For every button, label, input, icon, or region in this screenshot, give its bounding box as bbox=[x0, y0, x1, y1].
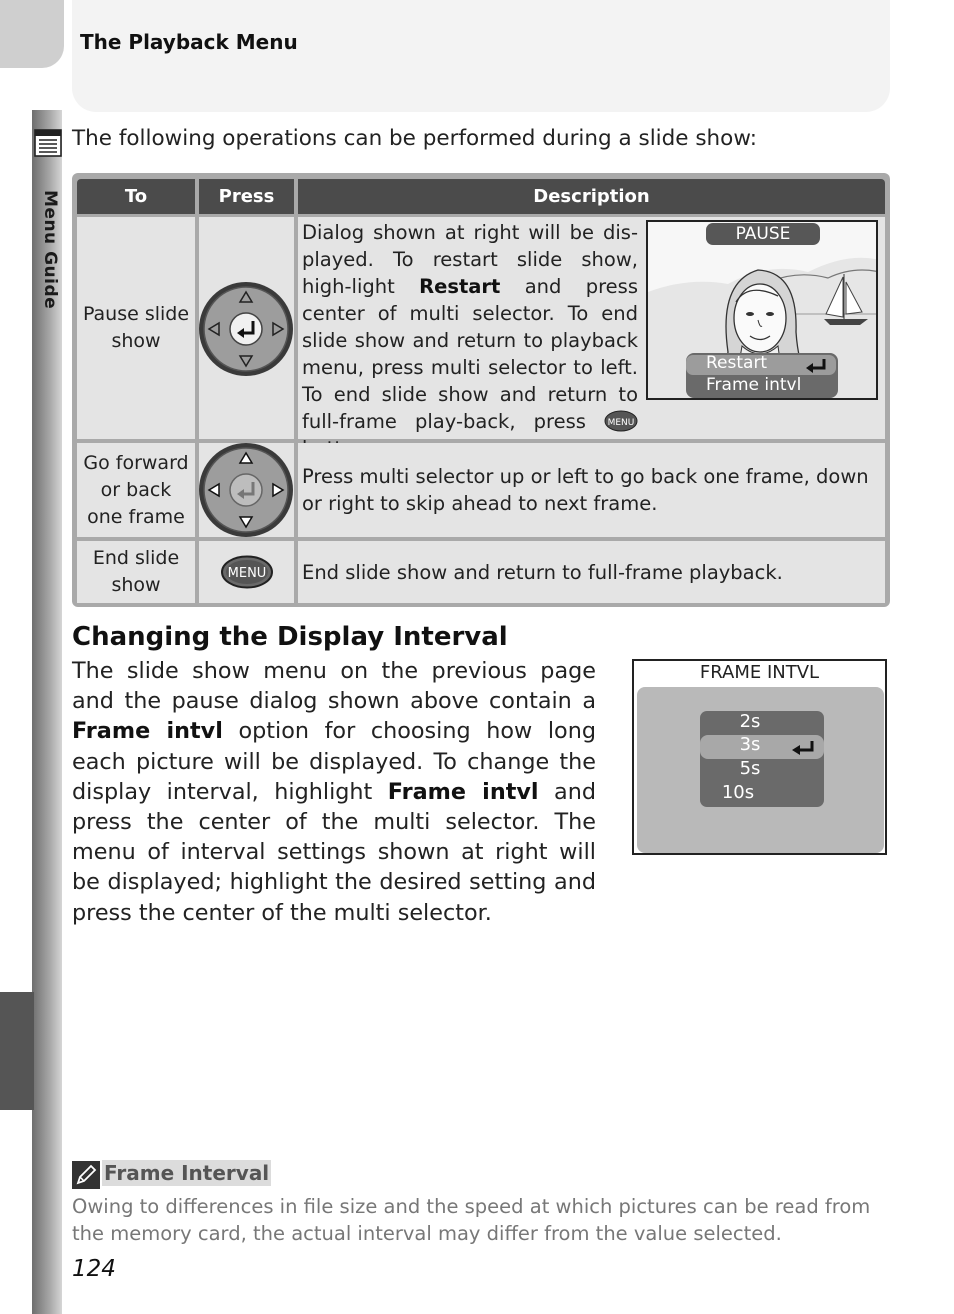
page-number: 124 bbox=[72, 1256, 116, 1282]
svg-text:MENU: MENU bbox=[607, 418, 635, 428]
row1-press bbox=[199, 217, 294, 439]
note-title: Frame Interval bbox=[104, 1161, 270, 1185]
option-5s[interactable]: 5s bbox=[739, 758, 761, 779]
pause-menu-frame-intvl[interactable]: Frame intvl bbox=[706, 375, 802, 395]
frame-intvl-keyword-2: Frame intvl bbox=[387, 778, 539, 805]
body-part2: option for choosing how long each picture will be displayed. To change the display interval, highlight bbox=[72, 718, 596, 805]
page-header-title: The Playback Menu bbox=[80, 30, 298, 54]
menu-button-icon bbox=[604, 410, 638, 432]
frame-intvl-title: FRAME INTVL bbox=[699, 662, 820, 683]
header-press: Press bbox=[199, 179, 294, 214]
frame-intvl-list bbox=[700, 711, 824, 807]
enter-icon bbox=[804, 357, 830, 373]
frame-intvl-keyword-1: Frame intvl bbox=[72, 718, 223, 745]
row2-description bbox=[298, 443, 885, 537]
row3-description bbox=[298, 541, 885, 603]
section-body bbox=[72, 656, 596, 928]
row2-to: Go forward or back one frame bbox=[77, 443, 195, 537]
option-2s[interactable]: 2s bbox=[739, 711, 761, 732]
pause-dialog-screen bbox=[646, 220, 878, 400]
multi-selector-arrows-icon bbox=[199, 443, 294, 537]
row2-desc-text: Press multi selector up or left to go back one frame, down or right to skip ahead to next frame. bbox=[302, 465, 869, 515]
row1-to: Pause slide show bbox=[77, 217, 195, 439]
side-dark-block bbox=[0, 992, 34, 1110]
frame-intvl-panel bbox=[637, 687, 884, 853]
option-3s[interactable]: 3s bbox=[739, 734, 761, 755]
side-section-label: Menu Guide bbox=[40, 190, 60, 310]
header-box bbox=[72, 0, 890, 112]
section-title: Changing the Display Interval bbox=[72, 622, 508, 652]
multi-selector-center-icon bbox=[199, 279, 294, 379]
side-top-tab bbox=[0, 0, 64, 68]
row3-to: End slide show bbox=[77, 541, 195, 603]
menu-guide-icon bbox=[33, 128, 63, 158]
enter-icon bbox=[790, 739, 818, 755]
pause-badge: PAUSE bbox=[706, 223, 820, 245]
note-text: Owing to differences in file size and the speed at which pictures can be read from the memory card, the actual interval may differ from the value selected. bbox=[72, 1195, 871, 1245]
restart-keyword: Restart bbox=[419, 275, 501, 298]
row3-press bbox=[199, 541, 294, 603]
row1-desc-part1: Dialog shown at right will be dis-played. To restart slide show, high-light bbox=[302, 221, 638, 298]
menu-button-large-icon bbox=[220, 555, 274, 589]
body-part1: The slide show menu on the previous page and the pause dialog shown above contain a bbox=[72, 658, 596, 715]
intro-text: The following operations can be performed during a slide show: bbox=[72, 126, 757, 151]
pause-menu-restart[interactable]: Restart bbox=[706, 353, 768, 373]
header-description: Description bbox=[298, 179, 885, 214]
svg-text:MENU: MENU bbox=[227, 566, 267, 581]
frame-interval-screen bbox=[632, 659, 887, 855]
header-to: To bbox=[77, 179, 195, 214]
option-10s[interactable]: 10s bbox=[721, 782, 755, 803]
row1-desc-part2: and press center of multi selector. To end slide show and return to playback menu, press multi selector to left. To end slide show and return to full-frame play-back, press bbox=[302, 275, 638, 433]
row1-desc-text bbox=[302, 219, 638, 462]
pencil-note-icon bbox=[72, 1161, 100, 1189]
body-part3: and press the center of the multi selector. The menu of interval settings shown at right will be displayed; highlight the desired setting and press the center of the multi selector. bbox=[72, 778, 596, 926]
row2-press bbox=[199, 443, 294, 537]
row3-desc-text: End slide show and return to full-frame playback. bbox=[302, 560, 783, 584]
pause-menu bbox=[686, 353, 838, 398]
